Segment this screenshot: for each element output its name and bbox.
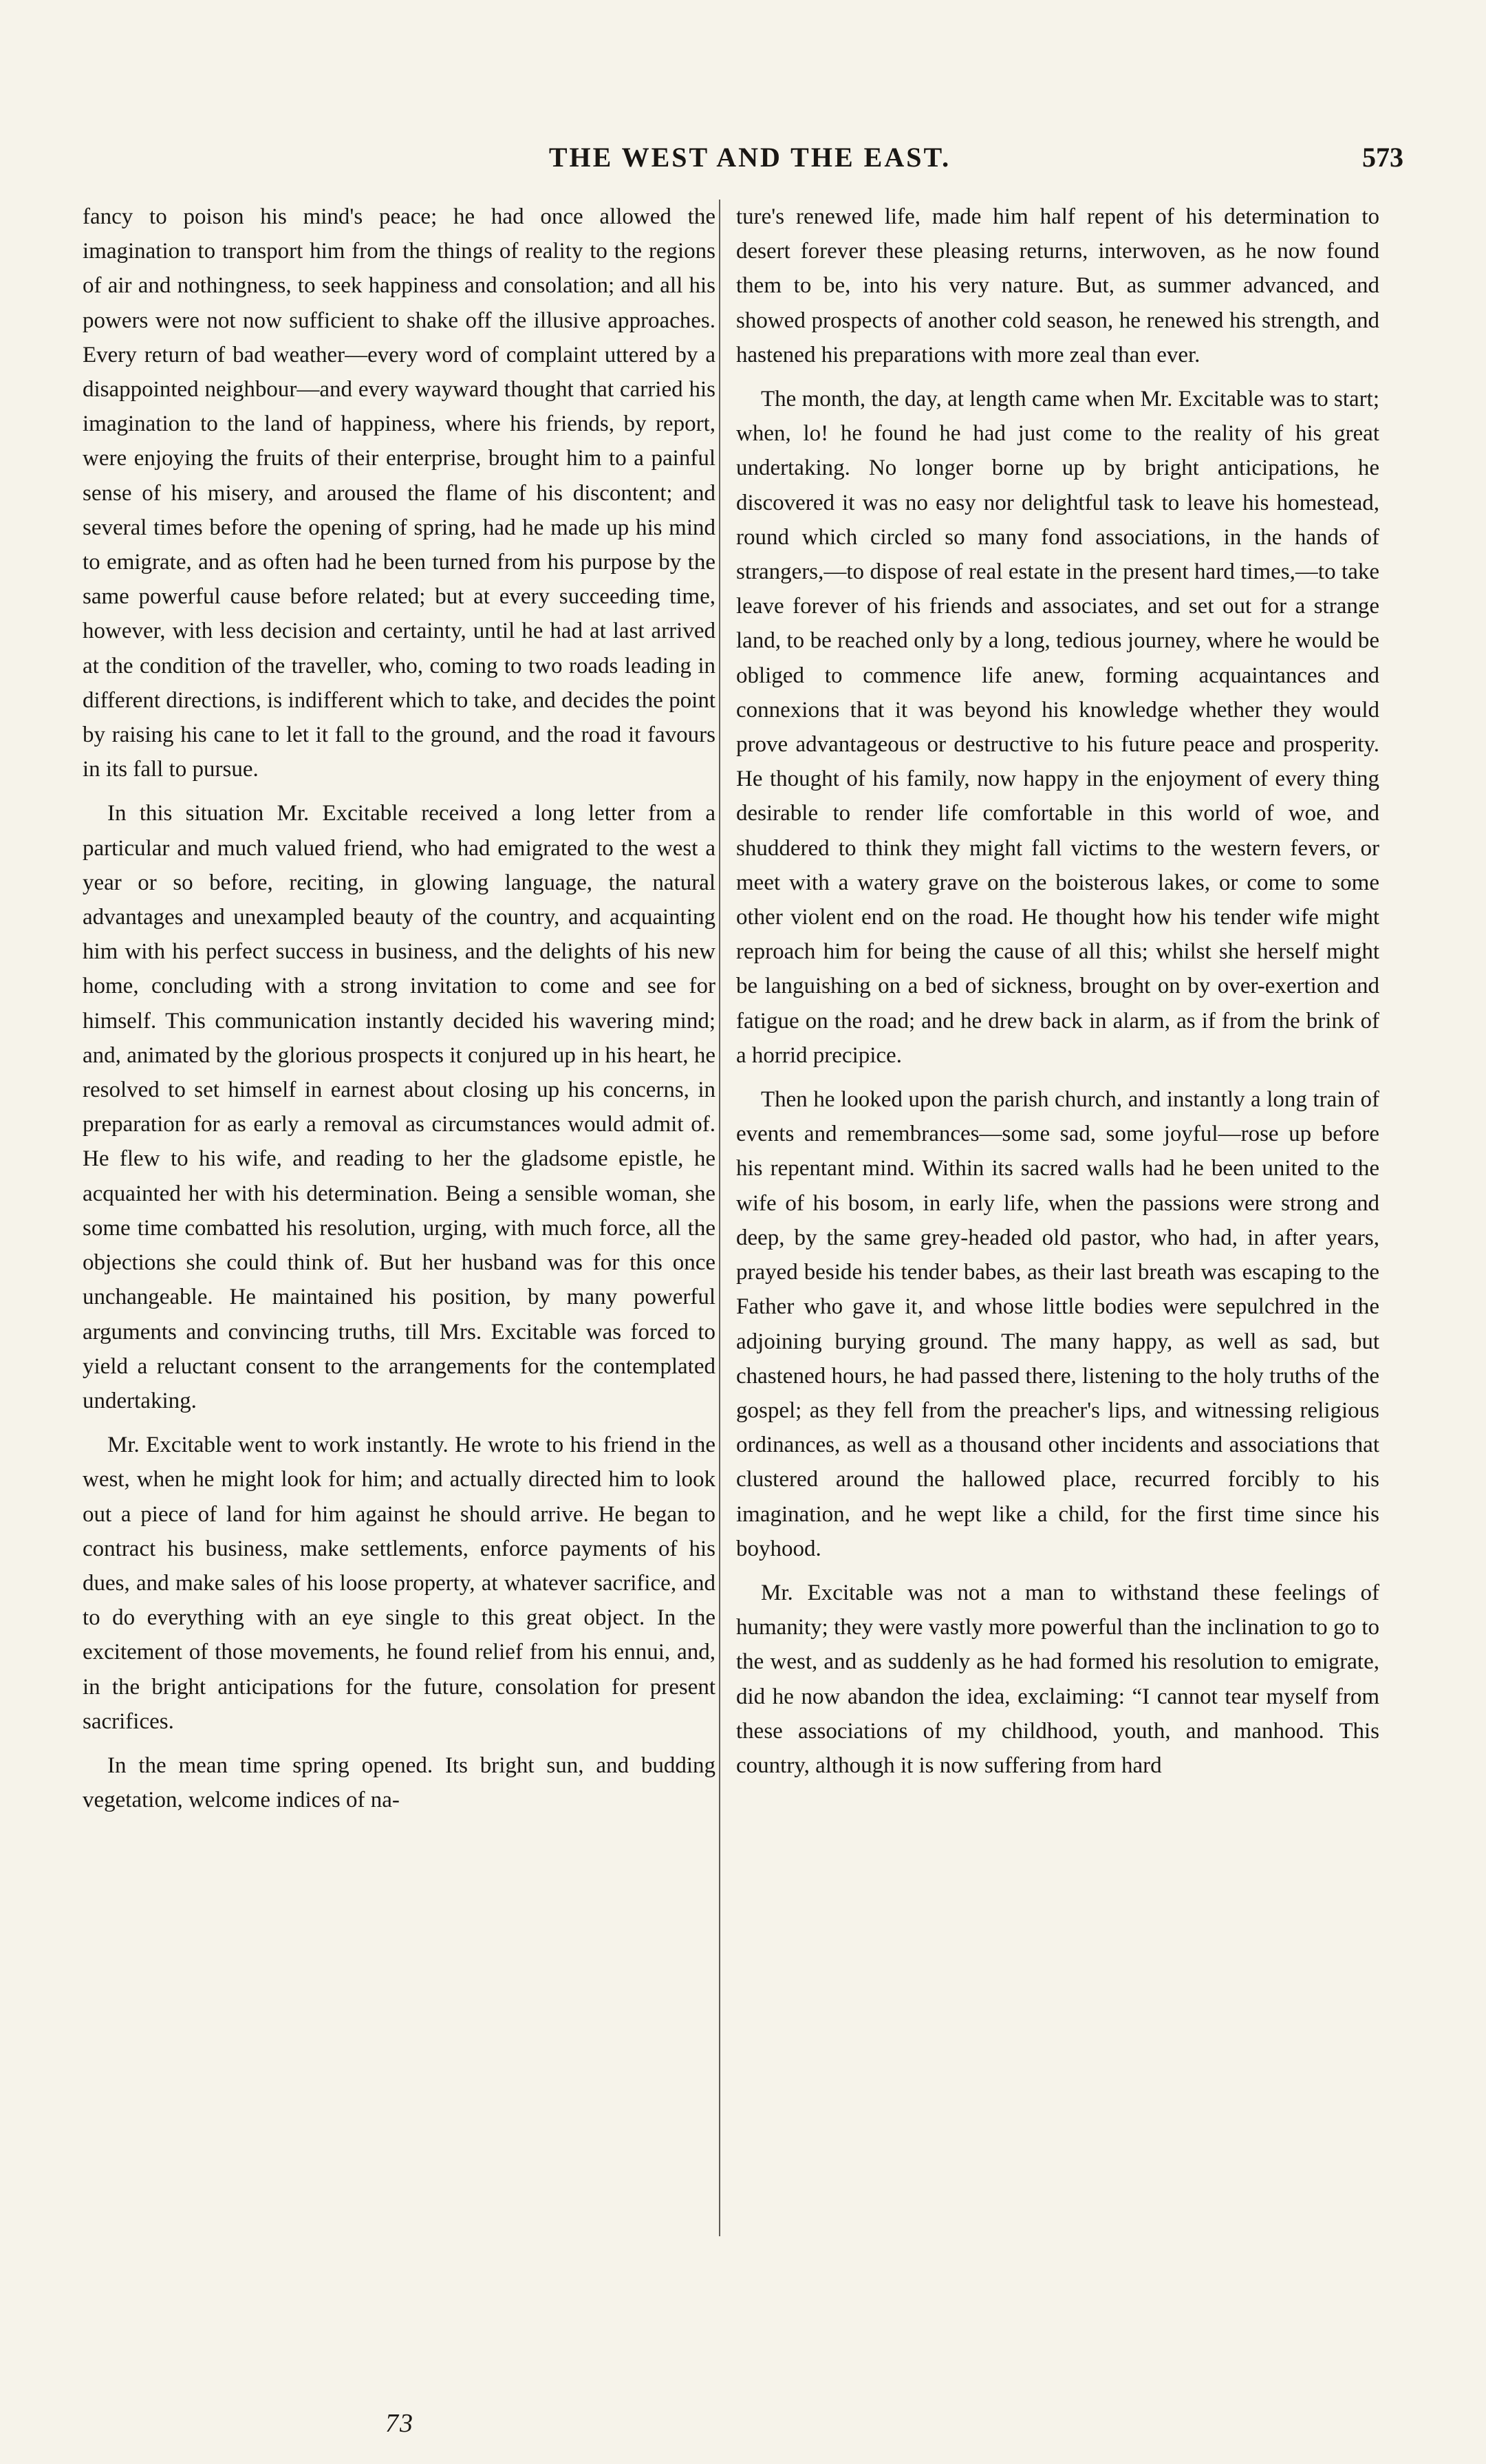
paragraph: Mr. Excitable was not a man to withstand these feelings of humanity; they were vastly more powerful than the inclination to go to the west, and as suddenly as he had formed his resolution to emigrate, did he now abandon the idea, exclaiming: “I cannot tear myself from these associations of my childhood, youth, and manhood. This country, although it is now suffering from hard [736,1580,1379,1778]
paragraph: Then he looked upon the parish church, and instantly a long train of events and remembrances—some sad, some joyful—rose up before his repentant mind. Within its sacred walls had he been united to the wife of his bosom, in early life, when the passions were strong and deep, by the same grey-headed old pastor, who had, in after years, prayed beside his tender babes, as their last breath was escaping to the Father who gave it, and whose little bodies were sepulchred in the adjoining burying ground. The many happy, as well as sad, but chastened hours, he had passed there, listening to the holy truths of the gospel; as they fell from the preacher's lips, and witnessing religious ordinances, as well as a thousand other incidents and associations that clustered around the hallowed place, recurred forcibly to his imagination, and he wept like a child, for the first time since his boyhood. [736,1087,1379,1561]
paragraph: fancy to poison his mind's peace; he had once allowed the imagination to transport him from the things of reality to the regions of air and nothingness, to seek happiness and consolation; and all his powers were not now sufficient to shake off the illusive approaches. Every return of bad weather—every word of complaint uttered by a disappointed neighbour—and every wayward thought that carried his imagination to the land of happiness, where his friends, by report, were enjoying the fruits of their enterprise, brought him to a painful sense of his misery, and aroused the flame of his discontent; and several times before the opening of spring, had he made up his mind to emigrate, and as often had he been turned from his purpose by the same powerful cause before related; but at every succeeding time, however, with less decision and certainty, until he had at last arrived at the condition of the traveller, who, coming to two roads leading in different directions, is indifferent which to take, and decides the point by raising his cane to let it fall to the ground, and the road it favours in its fall to pursue. [83,204,715,782]
paragraph: In the mean time spring opened. Its bright sun, and budding vegetation, welcome indices of na- [83,1753,715,1813]
paragraph: Mr. Excitable went to work instantly. He wrote to his friend in the west, when he might look for him; and actually directed him to look out a piece of land for him against he should arrive. He began to contract his business, make settlements, enforce payments of his dues, and make sales of his loose property, at whatever sacrifice, and to do everything with an eye single to this great object. In the excitement of those movements, he found relief from his ennui, and, in the bright anticipations for the future, consolation for present sacrifices. [83,1433,715,1734]
page-number: 573 [1362,142,1403,173]
column-divider [719,200,720,2236]
right-column [736,200,1379,1783]
left-column [83,200,715,1817]
paragraph: ture's renewed life, made him half repent of his determination to desert forever these pleasing returns, interwoven, as he now found them to be, into his very nature. But, as summer advanced, and showed prospects of another cold season, he renewed his strength, and hastened his preparations with more zeal than ever. [736,204,1379,367]
page-title: THE WEST AND THE EAST. [548,142,951,173]
paragraph: In this situation Mr. Excitable received a long letter from a particular and much valued friend, who had emigrated to the west a year or so before, reciting, in glowing language, the natural advantages and unexampled beauty of the country, and acquainting him with his perfect success in business, and the delights of his new home, concluding with a strong invitation to come and see for himself. This communication instantly decided his wavering mind; and, animated by the glorious prospects it conjured up in his heart, he resolved to set himself in earnest about closing up his concerns, in preparation for as early a removal as circumstances would admit of. He flew to his wife, and reading to her the gladsome epistle, he acquainted her with his determination. Being a sensible woman, she some time combatted his resolution, urging, with much force, all the objections she could think of. But her husband was for this once unchangeable. He maintained his position, by many powerful arguments and convincing truths, till Mrs. Excitable was forced to yield a reluctant consent to the arrangements for the contemplated undertaking. [83,801,715,1413]
signature-mark: 73 [385,2409,414,2438]
running-head [96,141,1403,182]
paragraph: The month, the day, at length came when Mr. Excitable was to start; when, lo! he found he had just come to the reality of his great undertaking. No longer borne up by bright anticipations, he discovered it was no easy nor delightful task to leave his homestead, round which circled so many fond associations, in the hands of strangers,—to dispose of real estate in the present hard times,—to take leave forever of his friends and associates, and set out for a strange land, to be reached only by a long, tedious journey, where he would be obliged to commence life anew, forming acquaintances and connexions that it was beyond his knowledge whether they would prove advantageous or destructive to his future peace and prosperity. He thought of his family, now happy in the enjoyment of every thing desirable to render life comfortable in this world of woe, and shuddered to think they might fall victims to the western fevers, or meet with a watery grave on the boisterous lakes, or come to some other violent end on the road. He thought how his tender wife might reproach him for being the cause of all this; whilst she herself might be languishing on a bed of sickness, brought on by over-exertion and fatigue on the road; and he drew back in alarm, as if from the brink of a horrid precipice. [736,387,1379,1068]
